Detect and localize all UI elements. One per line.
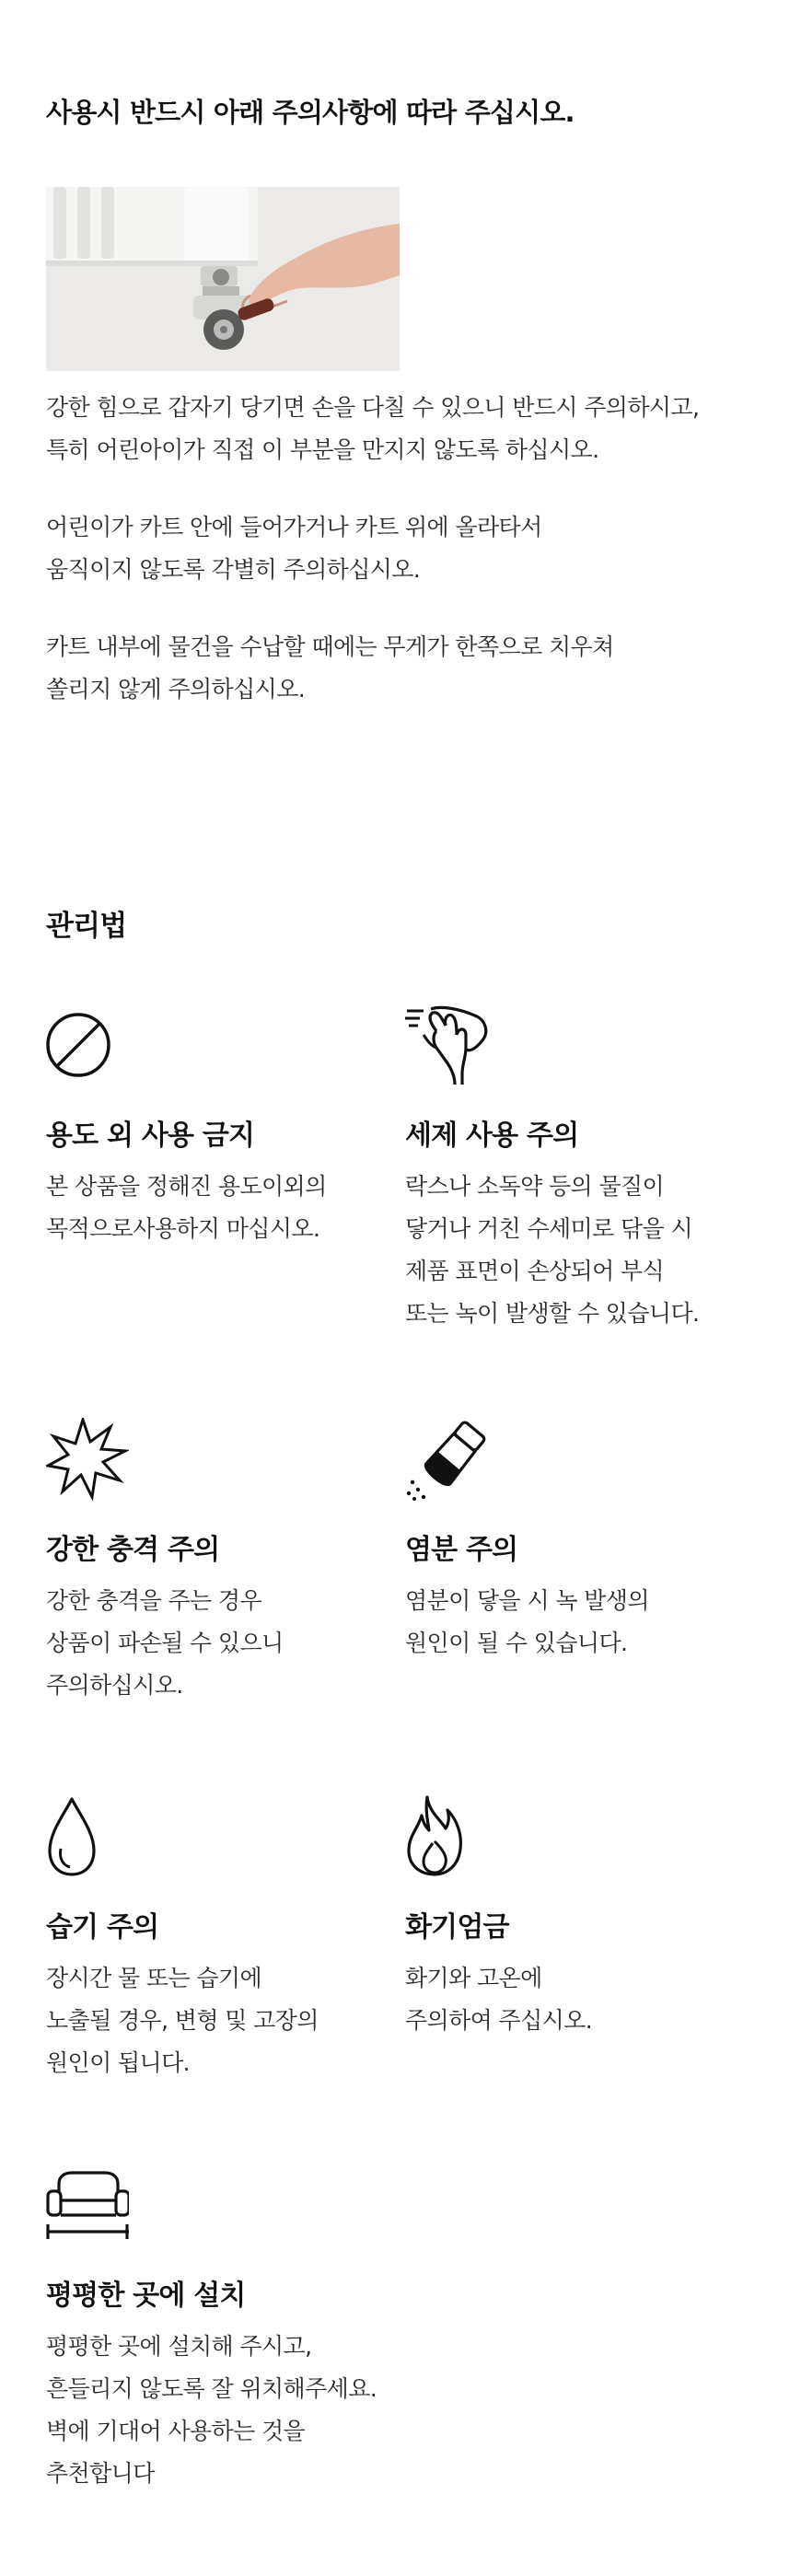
paragraph-line: 어린이가 카트 안에 들어가거나 카트 위에 올라타서	[46, 514, 542, 540]
paragraph-line: 움직이지 않도록 각별히 주의하십시오.	[46, 556, 421, 583]
care-item-description	[46, 2326, 377, 2495]
care-section-title: 관리법	[46, 910, 127, 943]
description-line: 주의하여 주십시오.	[405, 2007, 593, 2034]
description-line: 목적으로사용하지 마십시오.	[46, 1215, 320, 1242]
caution-paragraph-children	[46, 506, 542, 591]
care-item-title: 염분 주의	[405, 1534, 518, 1566]
description-line: 닿거나 거친 수세미로 닦을 시	[405, 1215, 692, 1242]
water-drop-icon	[46, 1795, 129, 1878]
paragraph-line: 쏠리지 않게 주의하십시오.	[46, 676, 306, 702]
care-item-title: 강한 충격 주의	[46, 1534, 220, 1566]
description-line: 평평한 곳에 설치해 주시고,	[46, 2333, 312, 2360]
description-line: 추천합니다	[46, 2460, 155, 2487]
description-line: 노출될 경우, 변형 및 고장의	[46, 2007, 319, 2034]
flame-icon	[405, 1795, 488, 1878]
care-item-title: 화기엄금	[405, 1911, 509, 1944]
description-line: 강한 충격을 주는 경우	[46, 1587, 261, 1614]
caution-paragraph-weight	[46, 626, 614, 711]
description-line: 상품이 파손될 수 있으니	[46, 1630, 284, 1656]
care-item-title: 용도 외 사용 금지	[46, 1120, 255, 1152]
care-item-title: 세제 사용 주의	[405, 1120, 579, 1152]
description-line: 벽에 기대어 사용하는 것을	[46, 2418, 306, 2444]
caution-heading: 사용시 반드시 아래 주의사항에 따라 주십시오.	[46, 97, 575, 128]
care-item-description	[405, 1957, 592, 2042]
description-line: 흔들리지 않도록 잘 위치해주세요.	[46, 2375, 377, 2402]
description-line: 제품 표면이 손상되어 부식	[405, 1258, 665, 1284]
prohibited-icon	[46, 1004, 129, 1086]
description-line: 장시간 물 또는 습기에	[46, 1965, 261, 1991]
care-item-description	[46, 1580, 284, 1707]
paragraph-line: 특히 어린아이가 직접 이 부분을 만지지 않도록 하십시오.	[46, 436, 599, 463]
care-item-description	[46, 1166, 327, 1250]
care-item-description	[46, 1957, 319, 2084]
care-item-title: 습기 주의	[46, 1911, 159, 1944]
paragraph-line: 강한 힘으로 갑자기 당기면 손을 다칠 수 있으니 반드시 주의하시고,	[46, 394, 700, 421]
level-sofa-icon	[46, 2164, 129, 2246]
salt-shaker-icon	[405, 1418, 488, 1501]
caster-wheel-photo	[46, 187, 400, 371]
paragraph-line: 카트 내부에 물건을 수납할 때에는 무게가 한쪽으로 치우쳐	[46, 633, 614, 660]
care-item-title: 평평한 곳에 설치	[46, 2280, 246, 2312]
description-line: 원인이 됩니다.	[46, 2049, 190, 2076]
care-item-description	[405, 1166, 699, 1335]
description-line: 락스나 소독약 등의 물질이	[405, 1173, 665, 1200]
caster-wheel-illustration	[46, 187, 400, 371]
description-line: 또는 녹이 발생할 수 있습니다.	[405, 1300, 700, 1327]
description-line: 원인이 될 수 있습니다.	[405, 1630, 628, 1656]
caution-paragraph-hand-injury	[46, 387, 699, 471]
wiping-cloth-icon	[405, 1004, 488, 1086]
description-line: 본 상품을 정해진 용도이외의	[46, 1173, 327, 1200]
description-line: 화기와 고온에	[405, 1965, 542, 1991]
description-line: 주의하십시오.	[46, 1672, 183, 1699]
impact-burst-icon	[46, 1418, 129, 1501]
care-item-description	[405, 1580, 649, 1665]
description-line: 염분이 닿을 시 녹 발생의	[405, 1587, 649, 1614]
